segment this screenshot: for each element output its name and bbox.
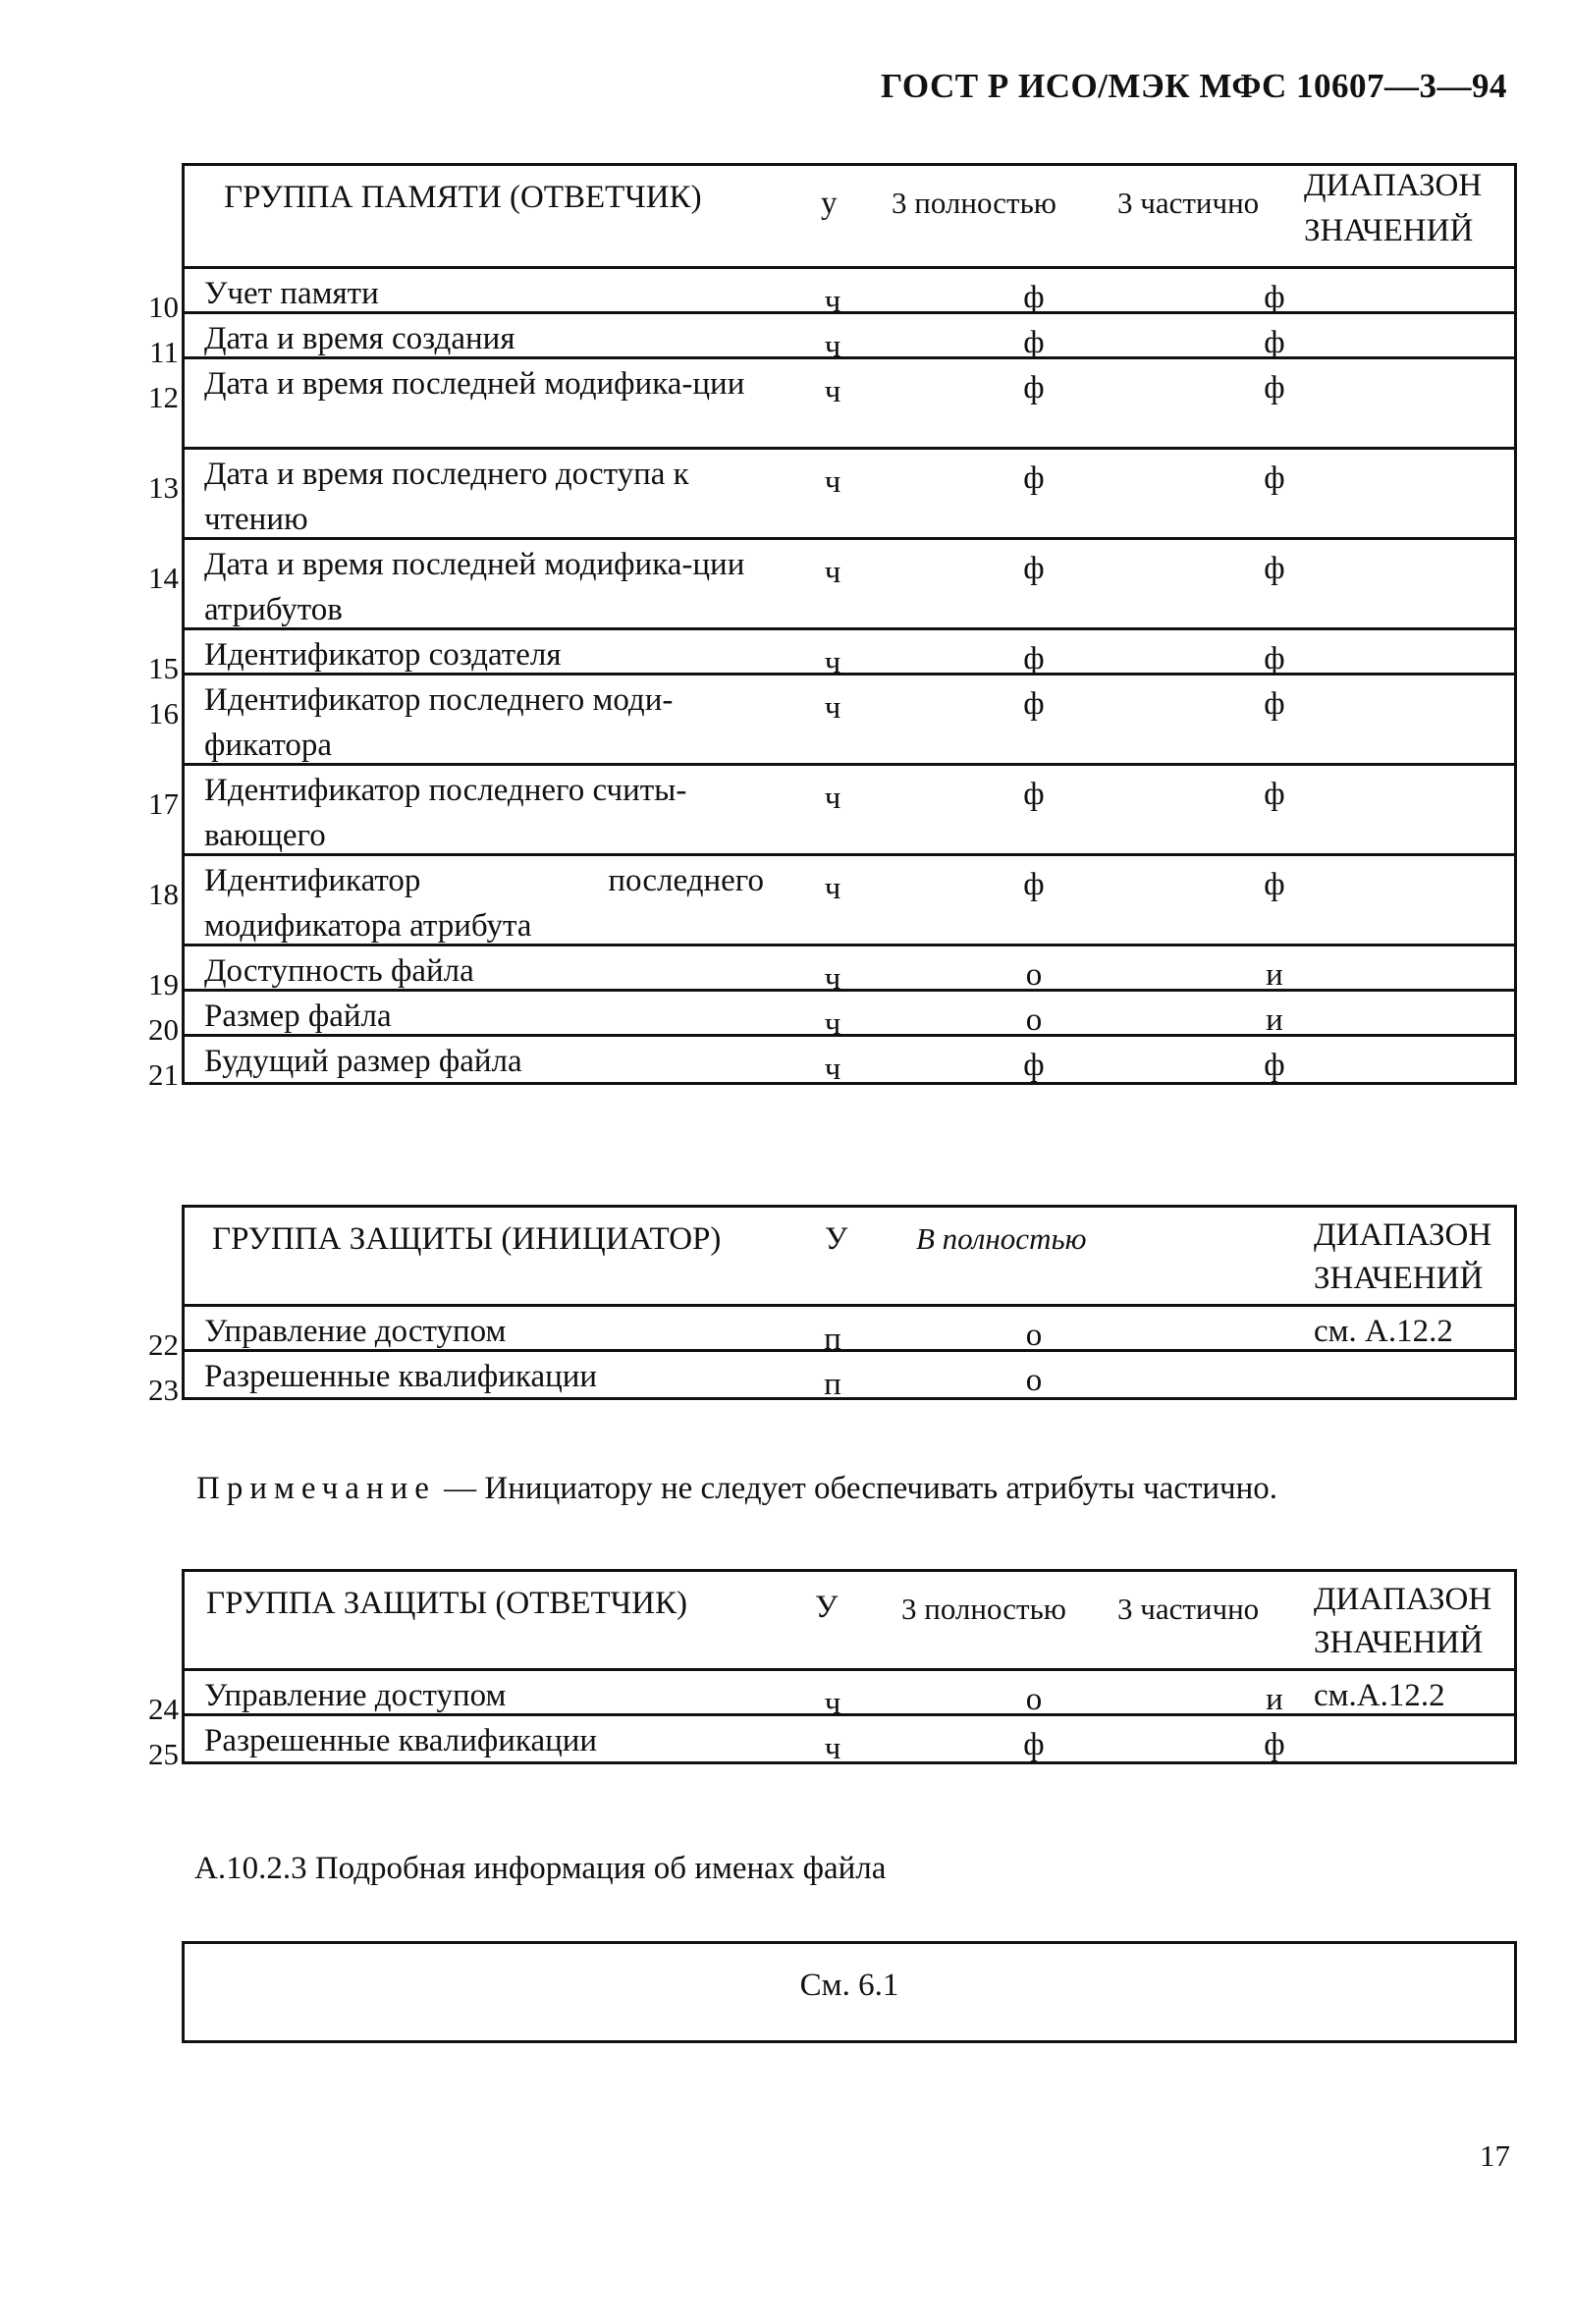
row-number: 13 xyxy=(148,470,179,505)
row-number: 23 xyxy=(148,1373,179,1407)
header-u: У xyxy=(815,1590,839,1625)
protection-initiator-table xyxy=(148,1205,1517,1407)
row-number: 16 xyxy=(148,696,179,730)
value-range: см.А.12.2 xyxy=(1314,1678,1445,1713)
value-partial: ф xyxy=(1264,686,1285,722)
value-full: о xyxy=(1025,957,1043,993)
value-u: ч xyxy=(824,374,841,409)
value-u: ч xyxy=(824,284,841,319)
attribute-name: Идентификатор последнего моди-фикатора xyxy=(204,682,674,763)
row-number: 20 xyxy=(148,1012,179,1047)
table-row xyxy=(148,856,1514,946)
header-full: 3 полностью xyxy=(892,186,1056,220)
table-row xyxy=(148,1671,1514,1726)
row-number: 10 xyxy=(148,290,179,324)
table-body xyxy=(148,1307,1514,1407)
value-partial: ф xyxy=(1264,1048,1285,1083)
attribute-name: Дата и время создания xyxy=(204,321,515,356)
row-number: 11 xyxy=(149,335,179,369)
value-range: см. А.12.2 xyxy=(1314,1314,1453,1349)
header-partial: 3 частично xyxy=(1117,1592,1260,1626)
row-number: 19 xyxy=(148,967,179,1001)
attribute-name: Управление доступом xyxy=(204,1678,507,1713)
table-header xyxy=(185,1572,1514,1671)
header-full: 3 полностью xyxy=(901,1592,1066,1626)
value-u: ч xyxy=(824,1686,841,1721)
value-full: ф xyxy=(1023,551,1045,586)
table-row xyxy=(148,269,1514,324)
table-row xyxy=(148,630,1514,685)
row-number: 15 xyxy=(148,651,179,685)
value-partial: и xyxy=(1266,1682,1283,1717)
value-full: ф xyxy=(1023,460,1045,496)
row-number: 18 xyxy=(148,877,179,911)
value-u: ч xyxy=(824,645,841,680)
header-range-line1: ДИАПАЗОН xyxy=(1314,1582,1492,1617)
value-partial: ф xyxy=(1264,777,1285,812)
table-row xyxy=(148,1352,1514,1407)
table-row xyxy=(148,992,1514,1047)
attribute-name: Доступность файла xyxy=(204,953,474,989)
value-partial: ф xyxy=(1264,325,1285,360)
document-header: ГОСТ Р ИСО/МЭК МФС 10607—3—94 xyxy=(880,67,1507,105)
value-u: ч xyxy=(824,871,841,906)
attribute-name: Разрешенные квалификации xyxy=(204,1359,598,1394)
value-u: ч xyxy=(824,329,841,364)
value-partial: и xyxy=(1266,1002,1283,1038)
table-row xyxy=(148,540,1514,630)
note-label: Примечание xyxy=(196,1471,436,1506)
value-full: ф xyxy=(1023,280,1045,315)
header-partial: 3 частично xyxy=(1117,186,1260,220)
table-body xyxy=(148,269,1514,1092)
row-number: 21 xyxy=(148,1057,179,1092)
value-partial: ф xyxy=(1264,551,1285,586)
table-row xyxy=(148,359,1514,450)
value-u: ч xyxy=(824,781,841,816)
table-row xyxy=(148,1307,1514,1362)
header-range-line2: ЗНАЧЕНИЙ xyxy=(1314,1261,1484,1296)
attribute-name: Дата и время последней модифика-ции атрибутов xyxy=(204,547,745,627)
header-u: у xyxy=(821,186,838,221)
value-partial: ф xyxy=(1264,867,1285,902)
header-range-line2: ЗНАЧЕНИЙ xyxy=(1304,213,1474,248)
value-full: ф xyxy=(1023,777,1045,812)
value-full: ф xyxy=(1023,325,1045,360)
row-number: 17 xyxy=(148,786,179,821)
value-full: о xyxy=(1025,1318,1043,1353)
attribute-name: Размер файла xyxy=(204,999,392,1034)
header-range-line2: ЗНАЧЕНИЙ xyxy=(1314,1625,1484,1660)
value-partial: ф xyxy=(1264,370,1285,405)
row-number: 22 xyxy=(148,1327,179,1362)
subsection-title: А.10.2.3 Подробная информация об именах файла xyxy=(194,1851,887,1886)
value-u: ч xyxy=(824,961,841,997)
table-row xyxy=(148,766,1514,856)
value-full: о xyxy=(1025,1682,1043,1717)
header-group: ГРУППА ЗАЩИТЫ (ОТВЕТЧИК) xyxy=(206,1586,687,1621)
value-partial: ф xyxy=(1264,641,1285,676)
value-partial: и xyxy=(1266,957,1283,993)
row-number: 12 xyxy=(148,380,179,414)
value-full: о xyxy=(1025,1363,1043,1398)
header-range-line1: ДИАПАЗОН xyxy=(1304,168,1483,203)
value-full: ф xyxy=(1023,686,1045,722)
table-row xyxy=(148,450,1514,540)
value-partial: ф xyxy=(1264,1727,1285,1762)
reference-box xyxy=(182,1941,1517,2043)
header-range-line1: ДИАПАЗОН xyxy=(1314,1217,1492,1253)
attribute-name: Управление доступом xyxy=(204,1314,507,1349)
value-u: ч xyxy=(824,690,841,726)
attribute-name: Идентификатор создателя xyxy=(204,637,562,673)
row-number: 24 xyxy=(148,1692,179,1726)
table-body xyxy=(148,1671,1514,1771)
page-number: 17 xyxy=(1480,2138,1510,2173)
memory-group-table xyxy=(148,163,1517,1092)
table-row xyxy=(149,314,1514,369)
value-u: ч xyxy=(824,1006,841,1042)
value-full: ф xyxy=(1023,867,1045,902)
header-group: ГРУППА ЗАЩИТЫ (ИНИЦИАТОР) xyxy=(212,1221,722,1257)
note-text: — Инициатору не следует обеспечивать атрибуты частично. xyxy=(435,1471,1278,1506)
attribute-name: Учет памяти xyxy=(204,276,379,311)
attribute-name: Дата и время последнего доступа к чтению xyxy=(204,457,689,537)
table-header xyxy=(185,1208,1514,1307)
value-full: о xyxy=(1025,1002,1043,1038)
note xyxy=(196,1471,1277,1507)
protection-responder-table xyxy=(148,1569,1517,1771)
reference-text: См. 6.1 xyxy=(799,1968,899,2003)
value-partial: ф xyxy=(1264,280,1285,315)
value-full: ф xyxy=(1023,1727,1045,1762)
value-partial: ф xyxy=(1264,460,1285,496)
value-u: п xyxy=(824,1367,841,1402)
value-u: п xyxy=(824,1322,841,1357)
value-full: ф xyxy=(1023,370,1045,405)
value-u: ч xyxy=(824,1731,841,1766)
value-u: ч xyxy=(824,464,841,500)
table-row xyxy=(148,1037,1514,1092)
attribute-name: Идентификатор последнего модификатора атрибута xyxy=(204,863,764,944)
table-row xyxy=(148,946,1514,1001)
table-row xyxy=(148,1716,1514,1771)
attribute-name: Идентификатор последнего считы-вающего xyxy=(204,773,687,853)
header-u: У xyxy=(825,1221,848,1257)
attribute-name: Будущий размер файла xyxy=(204,1044,522,1079)
table-row xyxy=(148,676,1514,766)
value-u: ч xyxy=(824,555,841,590)
row-number: 25 xyxy=(148,1737,179,1771)
value-full: ф xyxy=(1023,641,1045,676)
table-header xyxy=(185,166,1514,269)
attribute-name: Разрешенные квалификации xyxy=(204,1723,598,1758)
header-full: В полностью xyxy=(916,1221,1087,1256)
header-group: ГРУППА ПАМЯТИ (ОТВЕТЧИК) xyxy=(224,180,702,215)
value-full: ф xyxy=(1023,1048,1045,1083)
attribute-name: Дата и время последней модифика-ции xyxy=(204,366,745,402)
value-u: ч xyxy=(824,1052,841,1087)
row-number: 14 xyxy=(148,561,179,595)
